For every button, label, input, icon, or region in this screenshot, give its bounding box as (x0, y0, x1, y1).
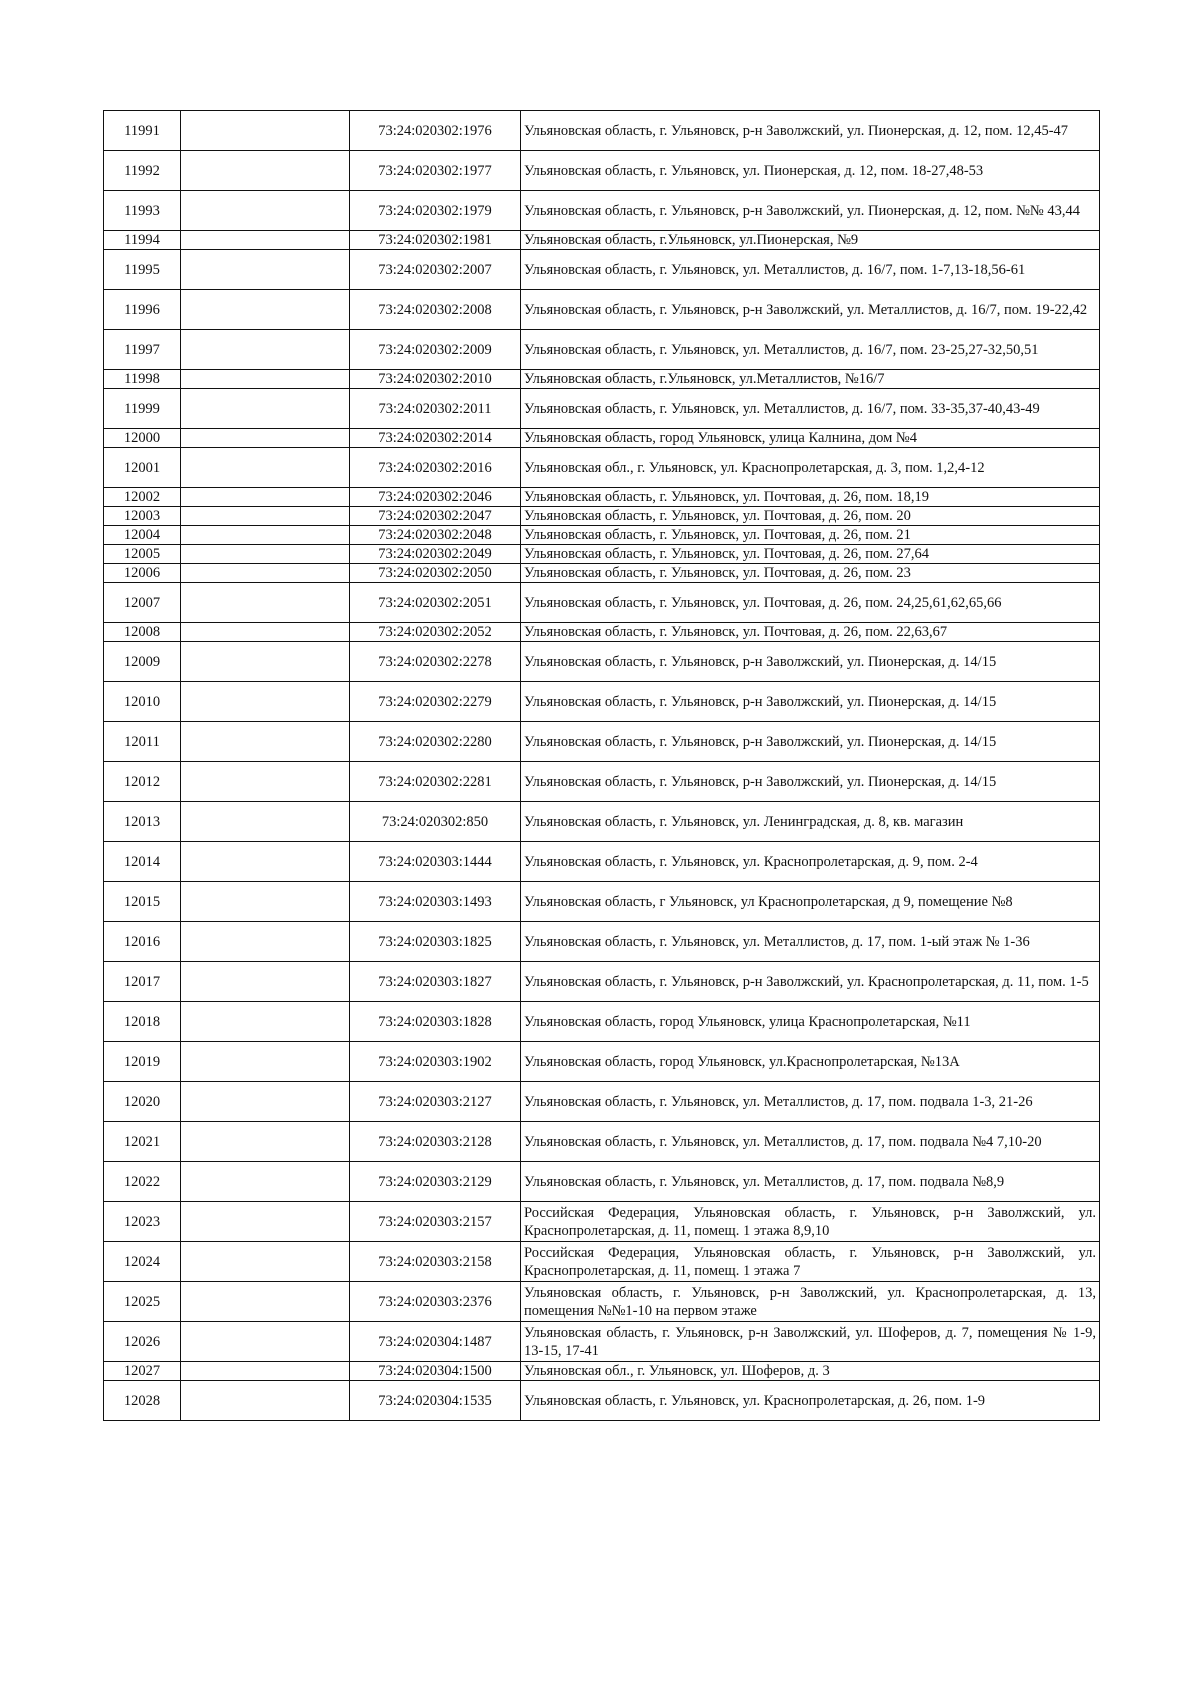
table-row (104, 682, 1100, 722)
row-number-cell: 12000 (104, 429, 181, 448)
cadastral-number-cell: 73:24:020302:1977 (350, 151, 521, 191)
empty-cell (181, 1282, 350, 1322)
address-cell: Ульяновская область, г. Ульяновск, р-н Заволжский, ул. Пионерская, д. 14/15 (521, 722, 1100, 762)
address-cell: Ульяновская область, г. Ульяновск, ул. Металлистов, д. 17, пом. подвала №8,9 (521, 1162, 1100, 1202)
empty-cell (181, 802, 350, 842)
table-row (104, 111, 1100, 151)
row-number-cell: 12020 (104, 1082, 181, 1122)
empty-cell (181, 250, 350, 290)
table-row (104, 722, 1100, 762)
empty-cell (181, 330, 350, 370)
address-cell: Ульяновская обл., г. Ульяновск, ул. Шоферов, д. 3 (521, 1362, 1100, 1381)
address-cell: Ульяновская область, г.Ульяновск, ул.Пионерская, №9 (521, 231, 1100, 250)
row-number-cell: 12006 (104, 564, 181, 583)
row-number-cell: 12012 (104, 762, 181, 802)
table-row (104, 623, 1100, 642)
address-cell: Ульяновская обл., г. Ульяновск, ул. Краснопролетарская, д. 3, пом. 1,2,4-12 (521, 448, 1100, 488)
cadastral-number-cell: 73:24:020302:2048 (350, 526, 521, 545)
table-row (104, 962, 1100, 1002)
cadastral-number-cell: 73:24:020303:2158 (350, 1242, 521, 1282)
table-row (104, 191, 1100, 231)
cadastral-number-cell: 73:24:020302:2008 (350, 290, 521, 330)
cadastral-number-cell: 73:24:020302:2052 (350, 623, 521, 642)
empty-cell (181, 1202, 350, 1242)
row-number-cell: 11999 (104, 389, 181, 429)
address-cell: Ульяновская область, г. Ульяновск, р-н Заволжский, ул. Пионерская, д. 12, пом. 12,45-47 (521, 111, 1100, 151)
row-number-cell: 12021 (104, 1122, 181, 1162)
cadastral-number-cell: 73:24:020303:1825 (350, 922, 521, 962)
table-row (104, 1162, 1100, 1202)
empty-cell (181, 1362, 350, 1381)
address-cell: Ульяновская область, г.Ульяновск, ул.Металлистов, №16/7 (521, 370, 1100, 389)
address-cell: Ульяновская область, г. Ульяновск, р-н Заволжский, ул. Краснопролетарская, д. 13, помещения №№1-10 на первом этаже (521, 1282, 1100, 1322)
cadastral-number-cell: 73:24:020302:2051 (350, 583, 521, 623)
empty-cell (181, 962, 350, 1002)
table-row (104, 882, 1100, 922)
cadastral-number-cell: 73:24:020303:2127 (350, 1082, 521, 1122)
empty-cell (181, 1162, 350, 1202)
row-number-cell: 12019 (104, 1042, 181, 1082)
row-number-cell: 12011 (104, 722, 181, 762)
table-row (104, 1122, 1100, 1162)
address-cell: Ульяновская область, г. Ульяновск, ул. Почтовая, д. 26, пом. 21 (521, 526, 1100, 545)
empty-cell (181, 488, 350, 507)
cadastral-number-cell: 73:24:020302:2010 (350, 370, 521, 389)
row-number-cell: 12002 (104, 488, 181, 507)
address-cell: Ульяновская область, г. Ульяновск, ул. Ленинградская, д. 8, кв. магазин (521, 802, 1100, 842)
table-row (104, 1082, 1100, 1122)
row-number-cell: 11994 (104, 231, 181, 250)
empty-cell (181, 1322, 350, 1362)
empty-cell (181, 583, 350, 623)
empty-cell (181, 191, 350, 231)
address-cell: Ульяновская область, г. Ульяновск, ул. Металлистов, д. 17, пом. подвала 1-3, 21-26 (521, 1082, 1100, 1122)
row-number-cell: 12027 (104, 1362, 181, 1381)
empty-cell (181, 231, 350, 250)
table-row (104, 488, 1100, 507)
row-number-cell: 12026 (104, 1322, 181, 1362)
cadastral-number-cell: 73:24:020302:2281 (350, 762, 521, 802)
row-number-cell: 12007 (104, 583, 181, 623)
empty-cell (181, 762, 350, 802)
empty-cell (181, 389, 350, 429)
table-row (104, 1242, 1100, 1282)
empty-cell (181, 111, 350, 151)
empty-cell (181, 1042, 350, 1082)
row-number-cell: 11995 (104, 250, 181, 290)
empty-cell (181, 526, 350, 545)
table-row (104, 507, 1100, 526)
cadastral-number-cell: 73:24:020303:1493 (350, 882, 521, 922)
cadastral-number-cell: 73:24:020302:2016 (350, 448, 521, 488)
address-cell: Ульяновская область, г. Ульяновск, ул. Металлистов, д. 16/7, пом. 33-35,37-40,43-49 (521, 389, 1100, 429)
row-number-cell: 11993 (104, 191, 181, 231)
address-cell: Ульяновская область, г. Ульяновск, ул. Почтовая, д. 26, пом. 27,64 (521, 545, 1100, 564)
table-row (104, 564, 1100, 583)
address-cell: Ульяновская область, г. Ульяновск, ул. Краснопролетарская, д. 26, пом. 1-9 (521, 1381, 1100, 1421)
address-cell: Ульяновская область, г. Ульяновск, ул. Почтовая, д. 26, пом. 23 (521, 564, 1100, 583)
address-cell: Ульяновская область, город Ульяновск, улица Калнина, дом №4 (521, 429, 1100, 448)
address-cell: Ульяновская область, г. Ульяновск, ул. Металлистов, д. 16/7, пом. 1-7,13-18,56-61 (521, 250, 1100, 290)
address-cell: Российская Федерация, Ульяновская область, г. Ульяновск, р-н Заволжский, ул. Краснопролетарская, д. 11, помещ. 1 этажа 7 (521, 1242, 1100, 1282)
cadastral-number-cell: 73:24:020302:2046 (350, 488, 521, 507)
cadastral-number-cell: 73:24:020303:2157 (350, 1202, 521, 1242)
table-row (104, 642, 1100, 682)
table-row (104, 1381, 1100, 1421)
row-number-cell: 12025 (104, 1282, 181, 1322)
address-cell: Ульяновская область, г. Ульяновск, ул. Почтовая, д. 26, пом. 18,19 (521, 488, 1100, 507)
table-row (104, 429, 1100, 448)
row-number-cell: 12008 (104, 623, 181, 642)
empty-cell (181, 882, 350, 922)
cadastral-number-cell: 73:24:020304:1487 (350, 1322, 521, 1362)
address-cell: Ульяновская область, г. Ульяновск, ул. Краснопролетарская, д. 9, пом. 2-4 (521, 842, 1100, 882)
cadastral-number-cell: 73:24:020302:2050 (350, 564, 521, 583)
table-row (104, 290, 1100, 330)
row-number-cell: 11992 (104, 151, 181, 191)
cadastral-number-cell: 73:24:020303:1444 (350, 842, 521, 882)
row-number-cell: 12024 (104, 1242, 181, 1282)
cadastral-number-cell: 73:24:020303:1828 (350, 1002, 521, 1042)
cadastral-number-cell: 73:24:020302:1979 (350, 191, 521, 231)
address-cell: Ульяновская область, г. Ульяновск, ул. Пионерская, д. 12, пом. 18-27,48-53 (521, 151, 1100, 191)
empty-cell (181, 151, 350, 191)
cadastral-number-cell: 73:24:020303:1827 (350, 962, 521, 1002)
table-row (104, 370, 1100, 389)
row-number-cell: 12023 (104, 1202, 181, 1242)
row-number-cell: 11996 (104, 290, 181, 330)
empty-cell (181, 682, 350, 722)
row-number-cell: 12017 (104, 962, 181, 1002)
empty-cell (181, 545, 350, 564)
cadastral-number-cell: 73:24:020303:2376 (350, 1282, 521, 1322)
row-number-cell: 12004 (104, 526, 181, 545)
row-number-cell: 12014 (104, 842, 181, 882)
cadastral-number-cell: 73:24:020302:2280 (350, 722, 521, 762)
cadastral-number-cell: 73:24:020302:1976 (350, 111, 521, 151)
empty-cell (181, 1082, 350, 1122)
empty-cell (181, 842, 350, 882)
address-cell: Ульяновская область, г. Ульяновск, ул. Почтовая, д. 26, пом. 24,25,61,62,65,66 (521, 583, 1100, 623)
table-row (104, 1002, 1100, 1042)
cadastral-number-cell: 73:24:020302:2007 (350, 250, 521, 290)
empty-cell (181, 290, 350, 330)
empty-cell (181, 1381, 350, 1421)
cadastral-number-cell: 73:24:020302:2279 (350, 682, 521, 722)
cadastral-number-cell: 73:24:020302:2049 (350, 545, 521, 564)
row-number-cell: 11998 (104, 370, 181, 389)
row-number-cell: 12013 (104, 802, 181, 842)
cadastral-number-cell: 73:24:020302:1981 (350, 231, 521, 250)
table-row (104, 231, 1100, 250)
row-number-cell: 11997 (104, 330, 181, 370)
table-row (104, 762, 1100, 802)
cadastral-number-cell: 73:24:020302:850 (350, 802, 521, 842)
table-row (104, 1282, 1100, 1322)
address-cell: Ульяновская область, г. Ульяновск, р-н Заволжский, ул. Пионерская, д. 12, пом. №№ 43,44 (521, 191, 1100, 231)
empty-cell (181, 1002, 350, 1042)
address-cell: Ульяновская область, город Ульяновск, ул.Краснопролетарская, №13А (521, 1042, 1100, 1082)
address-cell: Ульяновская область, г. Ульяновск, р-н Заволжский, ул. Пионерская, д. 14/15 (521, 682, 1100, 722)
cadastral-number-cell: 73:24:020302:2009 (350, 330, 521, 370)
empty-cell (181, 507, 350, 526)
empty-cell (181, 448, 350, 488)
row-number-cell: 12022 (104, 1162, 181, 1202)
address-cell: Ульяновская область, г. Ульяновск, р-н Заволжский, ул. Краснопролетарская, д. 11, пом. 1-5 (521, 962, 1100, 1002)
table-row (104, 330, 1100, 370)
empty-cell (181, 1122, 350, 1162)
address-cell: Ульяновская область, г. Ульяновск, ул. Металлистов, д. 17, пом. 1-ый этаж № 1-36 (521, 922, 1100, 962)
cadastral-number-cell: 73:24:020302:2278 (350, 642, 521, 682)
table-row (104, 1042, 1100, 1082)
cadastral-number-cell: 73:24:020302:2047 (350, 507, 521, 526)
table-row (104, 389, 1100, 429)
address-cell: Российская Федерация, Ульяновская область, г. Ульяновск, р-н Заволжский, ул. Краснопролетарская, д. 11, помещ. 1 этажа 8,9,10 (521, 1202, 1100, 1242)
address-cell: Ульяновская область, г. Ульяновск, ул. Почтовая, д. 26, пом. 20 (521, 507, 1100, 526)
empty-cell (181, 922, 350, 962)
cadastral-number-cell: 73:24:020302:2011 (350, 389, 521, 429)
table-row (104, 526, 1100, 545)
table-row (104, 842, 1100, 882)
row-number-cell: 12010 (104, 682, 181, 722)
table-row (104, 1322, 1100, 1362)
address-cell: Ульяновская область, г. Ульяновск, р-н Заволжский, ул. Шоферов, д. 7, помещения № 1-9, 13-15, 17-41 (521, 1322, 1100, 1362)
table-row (104, 802, 1100, 842)
row-number-cell: 12016 (104, 922, 181, 962)
row-number-cell: 11991 (104, 111, 181, 151)
cadastral-number-cell: 73:24:020302:2014 (350, 429, 521, 448)
row-number-cell: 12005 (104, 545, 181, 564)
empty-cell (181, 623, 350, 642)
row-number-cell: 12018 (104, 1002, 181, 1042)
table-row (104, 922, 1100, 962)
registry-table (103, 110, 1100, 1421)
empty-cell (181, 564, 350, 583)
row-number-cell: 12003 (104, 507, 181, 526)
table-row (104, 545, 1100, 564)
row-number-cell: 12001 (104, 448, 181, 488)
cadastral-number-cell: 73:24:020303:2129 (350, 1162, 521, 1202)
empty-cell (181, 642, 350, 682)
cadastral-number-cell: 73:24:020304:1500 (350, 1362, 521, 1381)
table-row (104, 448, 1100, 488)
table-row (104, 250, 1100, 290)
table-row (104, 1362, 1100, 1381)
empty-cell (181, 429, 350, 448)
row-number-cell: 12009 (104, 642, 181, 682)
address-cell: Ульяновская область, г. Ульяновск, ул. Почтовая, д. 26, пом. 22,63,67 (521, 623, 1100, 642)
empty-cell (181, 722, 350, 762)
empty-cell (181, 370, 350, 389)
empty-cell (181, 1242, 350, 1282)
cadastral-number-cell: 73:24:020303:2128 (350, 1122, 521, 1162)
cadastral-number-cell: 73:24:020304:1535 (350, 1381, 521, 1421)
table-row (104, 151, 1100, 191)
address-cell: Ульяновская область, г Ульяновск, ул Краснопролетарская, д 9, помещение №8 (521, 882, 1100, 922)
table-row (104, 1202, 1100, 1242)
address-cell: Ульяновская область, город Ульяновск, улица Краснопролетарская, №11 (521, 1002, 1100, 1042)
registry-table-body (104, 111, 1100, 1421)
address-cell: Ульяновская область, г. Ульяновск, р-н Заволжский, ул. Металлистов, д. 16/7, пом. 19-22,42 (521, 290, 1100, 330)
row-number-cell: 12015 (104, 882, 181, 922)
address-cell: Ульяновская область, г. Ульяновск, ул. Металлистов, д. 17, пом. подвала №4 7,10-20 (521, 1122, 1100, 1162)
address-cell: Ульяновская область, г. Ульяновск, р-н Заволжский, ул. Пионерская, д. 14/15 (521, 642, 1100, 682)
cadastral-number-cell: 73:24:020303:1902 (350, 1042, 521, 1082)
row-number-cell: 12028 (104, 1381, 181, 1421)
address-cell: Ульяновская область, г. Ульяновск, р-н Заволжский, ул. Пионерская, д. 14/15 (521, 762, 1100, 802)
address-cell: Ульяновская область, г. Ульяновск, ул. Металлистов, д. 16/7, пом. 23-25,27-32,50,51 (521, 330, 1100, 370)
table-row (104, 583, 1100, 623)
